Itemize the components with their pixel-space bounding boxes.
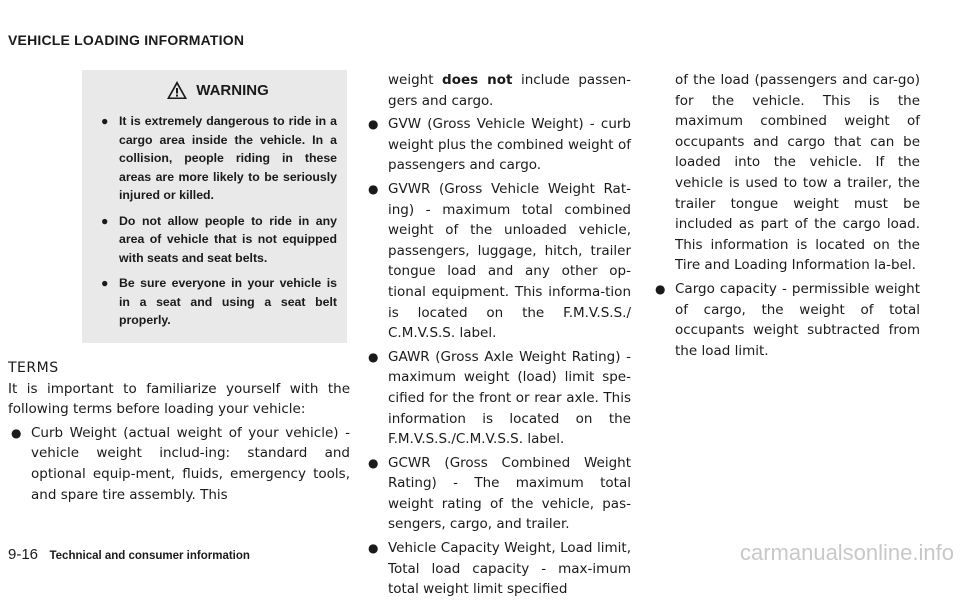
warning-text: Be sure everyone in your vehicle is in a seat and using a seat belt properly. [119, 276, 337, 327]
bullet-icon: ● [655, 281, 666, 296]
footer-title: Technical and consumer information [49, 550, 250, 562]
term-vehicle-capacity-weight: ● Vehicle Capacity Weight, Load limit, Total load capacity - max-imum total weight limit specified [368, 540, 631, 598]
warning-text: It is extremely dangerous to ride in a cargo area inside the vehicle. In a collision, people riding in these areas are more likely to be seriously injured or killed. [119, 114, 337, 202]
warning-item [98, 212, 337, 268]
watermark: carmanualsonline.info [739, 540, 954, 565]
warning-item [98, 112, 337, 205]
bullet-icon: ● [368, 117, 379, 132]
term-cargo-capacity: ● Cargo capacity - permissible weight of cargo, the weight of total occupants weight subtracted from the load limit. [655, 280, 920, 359]
term-gcwr: ● GCWR (Gross Combined Weight Rating) - The maximum total weight rating of the vehicle, pas-sengers, cargo, and trailer. [368, 454, 631, 533]
terms-intro: It is important to familiarize yourself with the following terms before loading your vehicle: [8, 380, 350, 418]
bullet-icon: ● [368, 541, 379, 556]
warning-item [98, 274, 337, 330]
bullet-icon: ● [368, 349, 379, 364]
section-title: VEHICLE LOADING INFORMATION [8, 32, 245, 48]
warning-header [98, 80, 337, 100]
term-gawr: ● GAWR (Gross Axle Weight Rating) - maximum weight (load) limit spe-cified for the front or rear axle. This information is located on the F.M.V.S.S./C.M.V.S.S. label. [368, 348, 631, 448]
warning-triangle-icon [166, 80, 188, 100]
bullet-icon: ● [101, 276, 109, 290]
column-middle [365, 70, 631, 603]
term-gvwr: ● GVWR (Gross Vehicle Weight Rat-ing) - maximum total combined weight of the unloaded vehicle, passengers, luggage, hitch, trailer tongue load and any other op-tional equipment. This informa-tion is located on the F.M.V.S.S./ C.M.V.S.S. label. [368, 180, 631, 342]
bullet-icon: ● [368, 181, 379, 196]
bullet-icon: ● [101, 114, 109, 128]
warning-text: Do not allow people to ride in any area of vehicle that is not equipped with seats and seat belts. [119, 213, 337, 265]
bullet-icon: ● [368, 455, 379, 470]
terms-heading: TERMS [8, 360, 59, 376]
warning-title: WARNING [196, 81, 269, 99]
page-footer [8, 546, 250, 564]
bullet-icon: ● [101, 213, 109, 228]
term-gvw: ● GVW (Gross Vehicle Weight) - curb weight plus the combined weight of passengers and cargo. [368, 116, 631, 174]
warning-box [82, 70, 347, 343]
term-curb-weight-cont: weight does not include passen-gers and cargo. [388, 72, 632, 109]
column-left [8, 358, 350, 508]
bullet-icon: ● [11, 425, 22, 440]
column-right [652, 70, 920, 364]
page-number: 9-16 [8, 546, 39, 563]
term-vehicle-capacity-weight-cont: of the load (passengers and car-go) for the vehicle. This is the maximum combined weight of occupants and cargo that can be loaded into the vehicle. If the vehicle is used to tow a trailer, the trailer tongue weight must be included as part of the cargo load. This information is located on the Tire and Loading Information la-bel. [675, 72, 920, 274]
term-curb-weight: ● Curb Weight (actual weight of your vehicle) - vehicle weight includ-ing: standard and optional equip-ment, fluids, emergency tools, and spare tire assembly. This [11, 424, 350, 503]
